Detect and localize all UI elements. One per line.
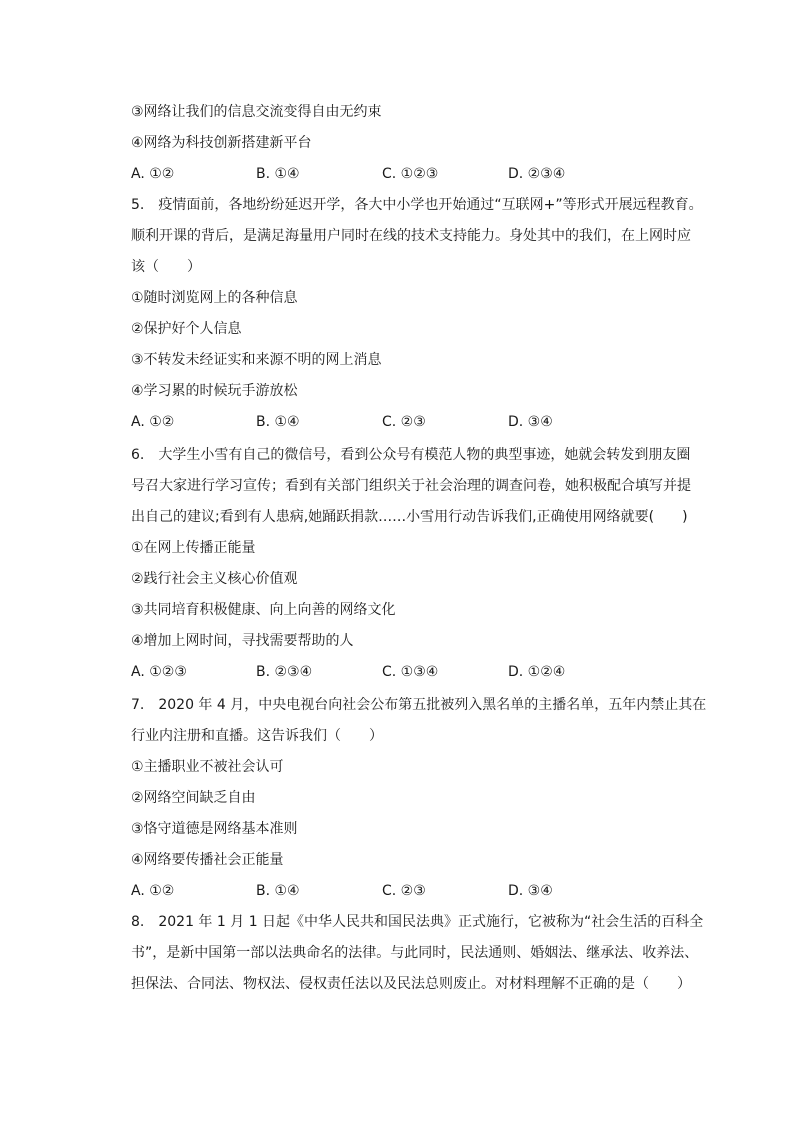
option-d: D. ①②④ [508,664,566,680]
q8-stem-line-3: 担保法、合同法、物权法、侵权责任法以及民法总则废止。对材料理解不正确的是（ ） [131,976,691,992]
option-c: C. ①②③ [382,166,439,182]
q5-statement-4: ④学习累的时候玩手游放松 [131,383,298,399]
q5-stem-line-3: 该（ ） [131,259,201,275]
option-c: C. ②③ [382,883,426,899]
option-c: C. ②③ [382,414,426,430]
option-a: A. ①② [131,883,175,899]
q6-statement-2: ②践行社会主义核心价值观 [131,571,298,587]
q5-statement-1: ①随时浏览网上的各种信息 [131,290,298,306]
q6-stem-line-1: 6. 大学生小雪有自己的微信号，看到公众号有模范人物的典型事迹，她就会转发到朋友圈 [131,447,691,463]
q5-stem-line-2: 顺利开课的背后，是满足海量用户同时在线的技术支持能力。身处其中的我们，在上网时应 [131,228,691,244]
option-a: A. ①② [131,414,175,430]
option-a: A. ①② [131,166,175,182]
option-a: A. ①②③ [131,664,187,680]
q6-statement-1: ①在网上传播正能量 [131,540,256,556]
q7-statement-2: ②网络空间缺乏自由 [131,790,256,806]
q4-statement-3: ③网络让我们的信息交流变得自由无约束 [131,104,382,120]
q4-statement-4: ④网络为科技创新搭建新平台 [131,135,312,151]
q7-statement-4: ④网络要传播社会正能量 [131,852,284,868]
option-b: B. ①④ [256,883,300,899]
option-d: D. ②③④ [508,166,566,182]
q8-stem-line-2: 书”，是新中国第一部以法典命名的法律。与此同时，民法通则、婚姻法、继承法、收养法、 [131,945,699,961]
q5-stem-line-1: 5. 疫情面前，各地纷纷延迟开学，各大中小学也开始通过“互联网+”等形式开展远程教育。 [131,197,703,213]
q7-stem-line-2: 行业内注册和直播。这告诉我们（ ） [131,728,383,744]
option-c: C. ①③④ [382,664,439,680]
q6-stem-line-3: 出自己的建议;看到有人患病,她踊跃捐款……小雪用行动告诉我们,正确使用网络就要( ) [131,509,688,525]
option-b: B. ①④ [256,166,300,182]
q7-statement-1: ①主播职业不被社会认可 [131,759,284,775]
q6-statement-3: ③共同培育积极健康、向上向善的网络文化 [131,602,396,618]
q8-stem-line-1: 8. 2021 年 1 月 1 日起《中华人民共和国民法典》正式施行，它被称为“社会生活的百科全 [131,914,704,930]
q5-statement-2: ②保护好个人信息 [131,321,242,337]
option-b: B. ①④ [256,414,300,430]
q6-statement-4: ④增加上网时间，寻找需要帮助的人 [131,633,354,649]
q6-stem-line-2: 号召大家进行学习宣传；看到有关部门组织关于社会治理的调查问卷，她积极配合填写并提 [131,478,691,494]
q7-statement-3: ③恪守道德是网络基本准则 [131,821,298,837]
q5-statement-3: ③不转发未经证实和来源不明的网上消息 [131,352,382,368]
option-b: B. ②③④ [256,664,313,680]
option-d: D. ③④ [508,883,553,899]
q7-stem-line-1: 7. 2020 年 4 月，中央电视台向社会公布第五批被列入黑名单的主播名单，五年内禁止其在 [131,697,707,713]
option-d: D. ③④ [508,414,553,430]
